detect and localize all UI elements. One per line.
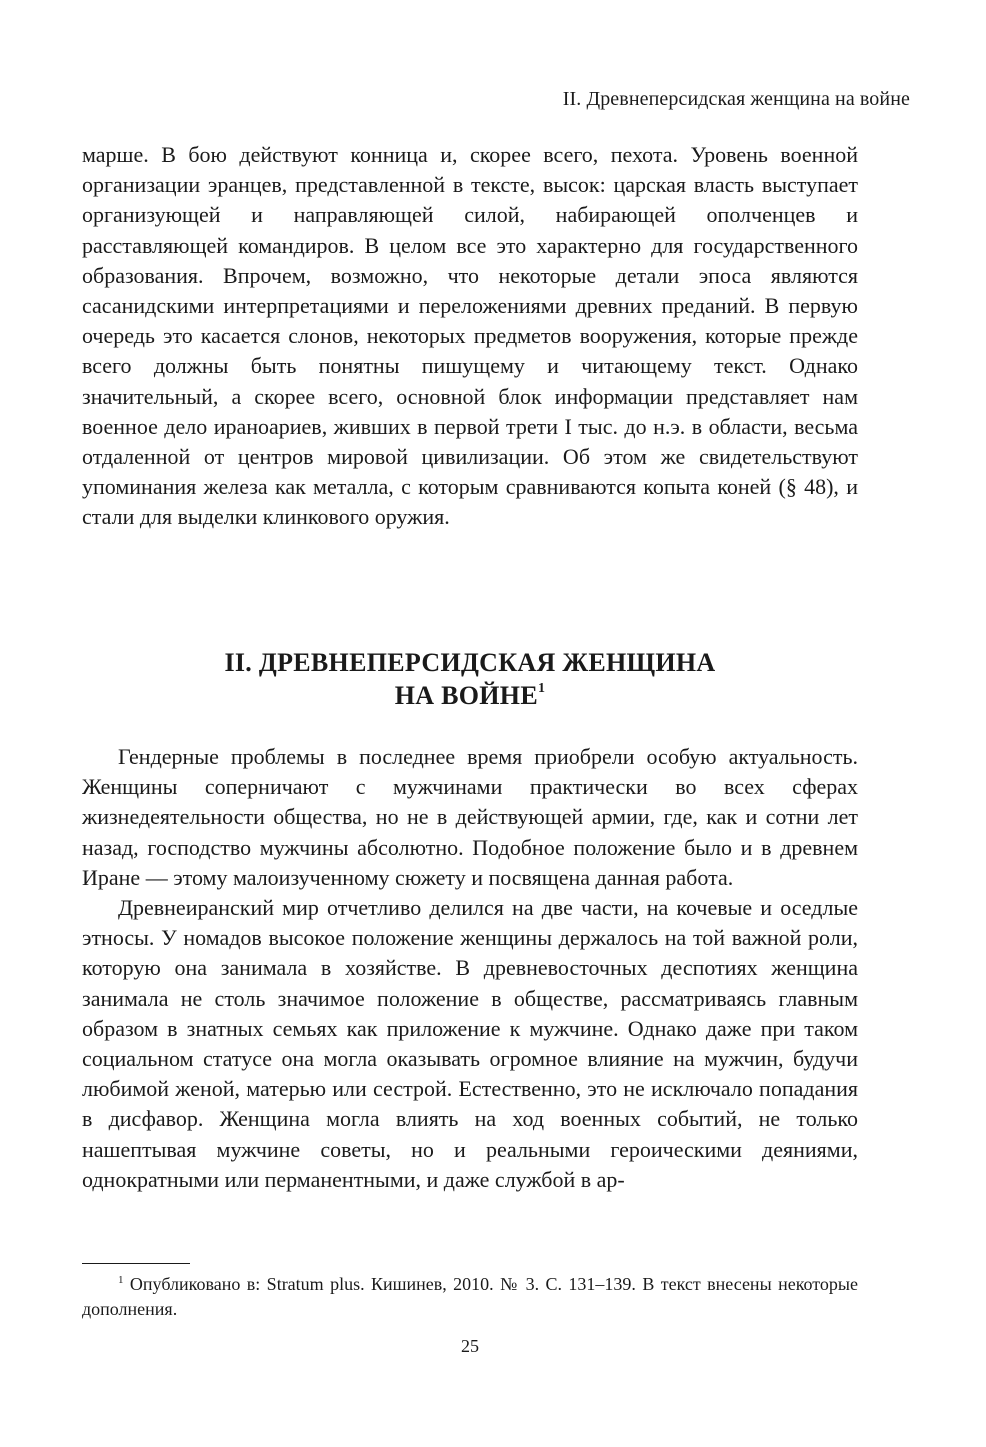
footnote-marker: 1 [118, 1274, 124, 1286]
running-header: II. Древнеперсидская женщина на войне [562, 88, 910, 110]
footnote-reference[interactable]: 1 [537, 681, 546, 696]
intro-paragraph: марше. В бою действуют конница и, скорее всего, пехота. Уровень военной организации эранцев, представленной в тексте, высок: царская власть выступает организующей и направляющей силой, набирающей ополченцев и расставляющей командиров. В целом все это характерно для государственного образования. Впрочем, возможно, что некоторые детали эпоса являются сасанидскими интерпретациями и переложениями древних преданий. В первую очередь это касается слонов, некоторых предметов вооружения, которые прежде всего должны быть понятны пишущему и читающему текст. Однако значительный, а скорее всего, основной блок информации представляет нам военное дело ираноариев, живших в первой трети I тыс. до н.э. в области, весьма отдаленной от центров мировой цивилизации. Об этом же свидетельствуют упоминания железа как металла, с которым сравниваются копыта коней (§ 48), и стали для выделки клинкового оружия. [82, 142, 858, 530]
footnote-text: Опубликовано в: Stratum plus. Кишинев, 2010. № 3. С. 131–139. В текст внесены некоторые дополнения. [82, 1274, 859, 1319]
chapter-title-line-2 [82, 679, 858, 712]
book-page [82, 0, 910, 1447]
page-number: 25 [461, 1336, 479, 1356]
chapter-paragraph-2: Древнеиранский мир отчетливо делился на две части, на кочевые и оседлые этносы. У номадов высокое положение женщины держалось на той важной роли, которую она занимала в хозяйстве. В древневосточных деспотиях женщина занимала не столь значимое положение в обществе, рассматриваясь главным образом в знатных семьях как приложение к мужчине. Однако даже при таком социальном статусе она могла оказывать огромное влияние на мужчин, будучи любимой женой, матерью или сестрой. Естественно, это не исключало попадания в дисфавор. Женщина могла влиять на ход военных событий, не только нашептывая мужчине советы, но и реальными героическими деяниями, однократными или перманентными, и даже службой в ар- [82, 895, 858, 1192]
footnote [82, 1272, 858, 1322]
footnote-divider [82, 1263, 190, 1264]
chapter-title [82, 646, 858, 712]
chapter-title-line-2-text: НА ВОЙНЕ [394, 681, 538, 710]
chapter-title-line-1: II. ДРЕВНЕПЕРСИДСКАЯ ЖЕНЩИНА [224, 648, 716, 677]
chapter-body [82, 742, 858, 1195]
chapter-paragraph-1: Гендерные проблемы в последнее время приобрели особую актуальность. Женщины соперничают с мужчинами практически во всех сферах жизнедеятельности общества, но не в действующей армии, где, как и сотни лет назад, господство мужчины абсолютно. Подобное положение было и в древнем Иране — этому малоизученному сюжету и посвящена данная работа. [82, 744, 858, 890]
intro-text [82, 140, 858, 533]
